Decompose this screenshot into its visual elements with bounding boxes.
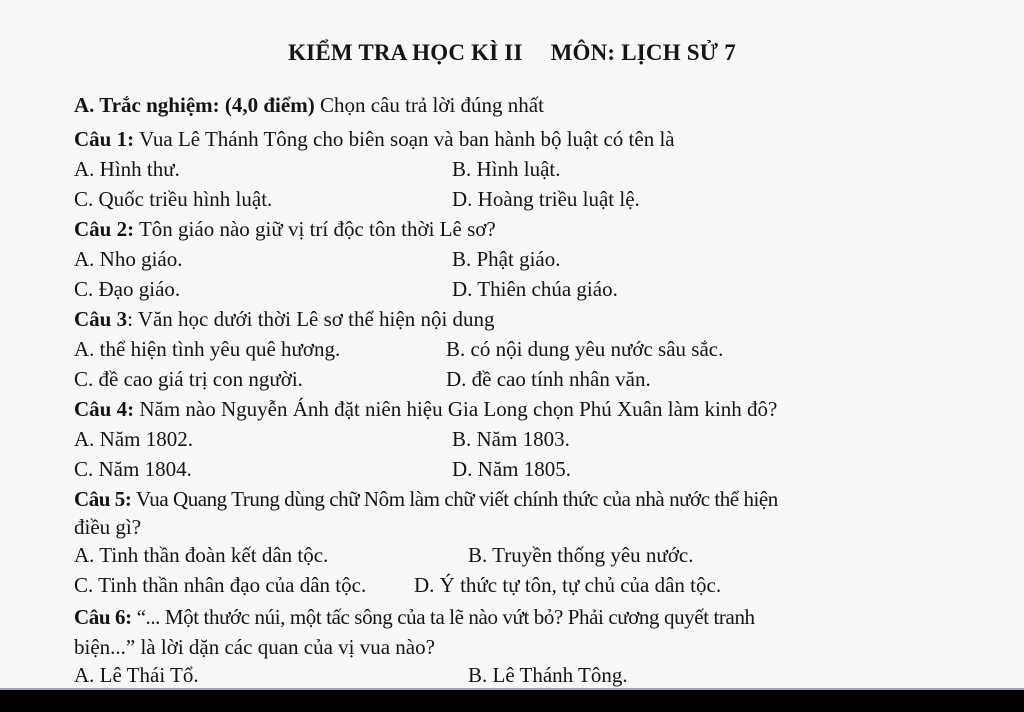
question-5: [74, 486, 778, 512]
q6-option-b: B. Lê Thánh Tông.: [468, 663, 628, 687]
question-5-continued: điều gì?: [74, 515, 142, 539]
question-label: Câu 1:: [74, 127, 135, 151]
q1-option-d: D. Hoàng triều luật lệ.: [452, 187, 640, 211]
question-text: Tôn giáo nào giữ vị trí độc tôn thời Lê sơ?: [138, 217, 496, 241]
section-a-instruction: Chọn câu trả lời đúng nhất: [319, 93, 544, 117]
exam-title: [0, 40, 1024, 66]
section-a-label: A. Trắc nghiệm: (4,0 điểm): [74, 93, 315, 117]
bottom-black-bar: [0, 690, 1024, 712]
question-label: Câu 3: [74, 307, 128, 331]
question-text: Năm nào Nguyễn Ánh đặt niên hiệu Gia Long chọn Phú Xuân làm kinh đô?: [139, 397, 778, 421]
exam-name: KIỂM TRA HỌC KÌ II: [288, 40, 523, 65]
question-text: “... Một thước núi, một tấc sông của ta lẽ nào vứt bỏ? Phải cương quyết tranh: [136, 605, 755, 629]
q4-option-a: A. Năm 1802.: [74, 427, 193, 451]
q2-option-d: D. Thiên chúa giáo.: [452, 277, 618, 301]
q1-option-c: C. Quốc triều hình luật.: [74, 187, 273, 211]
question-label: Câu 2:: [74, 217, 135, 241]
q2-option-b: B. Phật giáo.: [452, 247, 561, 271]
question-label: Câu 5:: [74, 487, 132, 511]
q5-option-a: A. Tinh thần đoàn kết dân tộc.: [74, 543, 329, 567]
q3-option-b: B. có nội dung yêu nước sâu sắc.: [446, 337, 724, 361]
question-label: Câu 6:: [74, 605, 132, 629]
q4-option-b: B. Năm 1803.: [452, 427, 570, 451]
question-text: : Văn học dưới thời Lê sơ thể hiện nội dung: [127, 307, 495, 331]
question-2: [74, 216, 496, 242]
q4-option-d: D. Năm 1805.: [452, 457, 571, 481]
section-a-heading: [74, 92, 544, 118]
question-text: Vua Lê Thánh Tông cho biên soạn và ban hành bộ luật có tên là: [138, 127, 675, 151]
question-1: [74, 126, 675, 152]
question-3: [74, 306, 495, 332]
question-6-continued: biện...” là lời dặn các quan của vị vua nào?: [74, 635, 435, 659]
q1-option-a: A. Hình thư.: [74, 157, 180, 181]
q1-option-b: B. Hình luật.: [452, 157, 561, 181]
q5-option-c: C. Tinh thần nhân đạo của dân tộc.: [74, 573, 367, 597]
question-4: [74, 396, 777, 422]
q3-option-a: A. thể hiện tình yêu quê hương.: [74, 337, 341, 361]
q3-option-c: C. đề cao giá trị con người.: [74, 367, 303, 391]
q4-option-c: C. Năm 1804.: [74, 457, 192, 481]
q5-option-b: B. Truyền thống yêu nước.: [468, 543, 694, 567]
q2-option-c: C. Đạo giáo.: [74, 277, 181, 301]
q2-option-a: A. Nho giáo.: [74, 247, 183, 271]
question-text: Vua Quang Trung dùng chữ Nôm làm chữ viết chính thức của nhà nước thể hiện: [135, 487, 778, 511]
q3-option-d: D. đề cao tính nhân văn.: [446, 367, 651, 391]
q5-option-d: D. Ý thức tự tôn, tự chủ của dân tộc.: [414, 573, 722, 597]
q6-option-a: A. Lê Thái Tổ.: [74, 663, 199, 687]
subject-name: MÔN: LỊCH SỬ 7: [550, 40, 736, 65]
question-6: [74, 604, 755, 630]
question-label: Câu 4:: [74, 397, 135, 421]
